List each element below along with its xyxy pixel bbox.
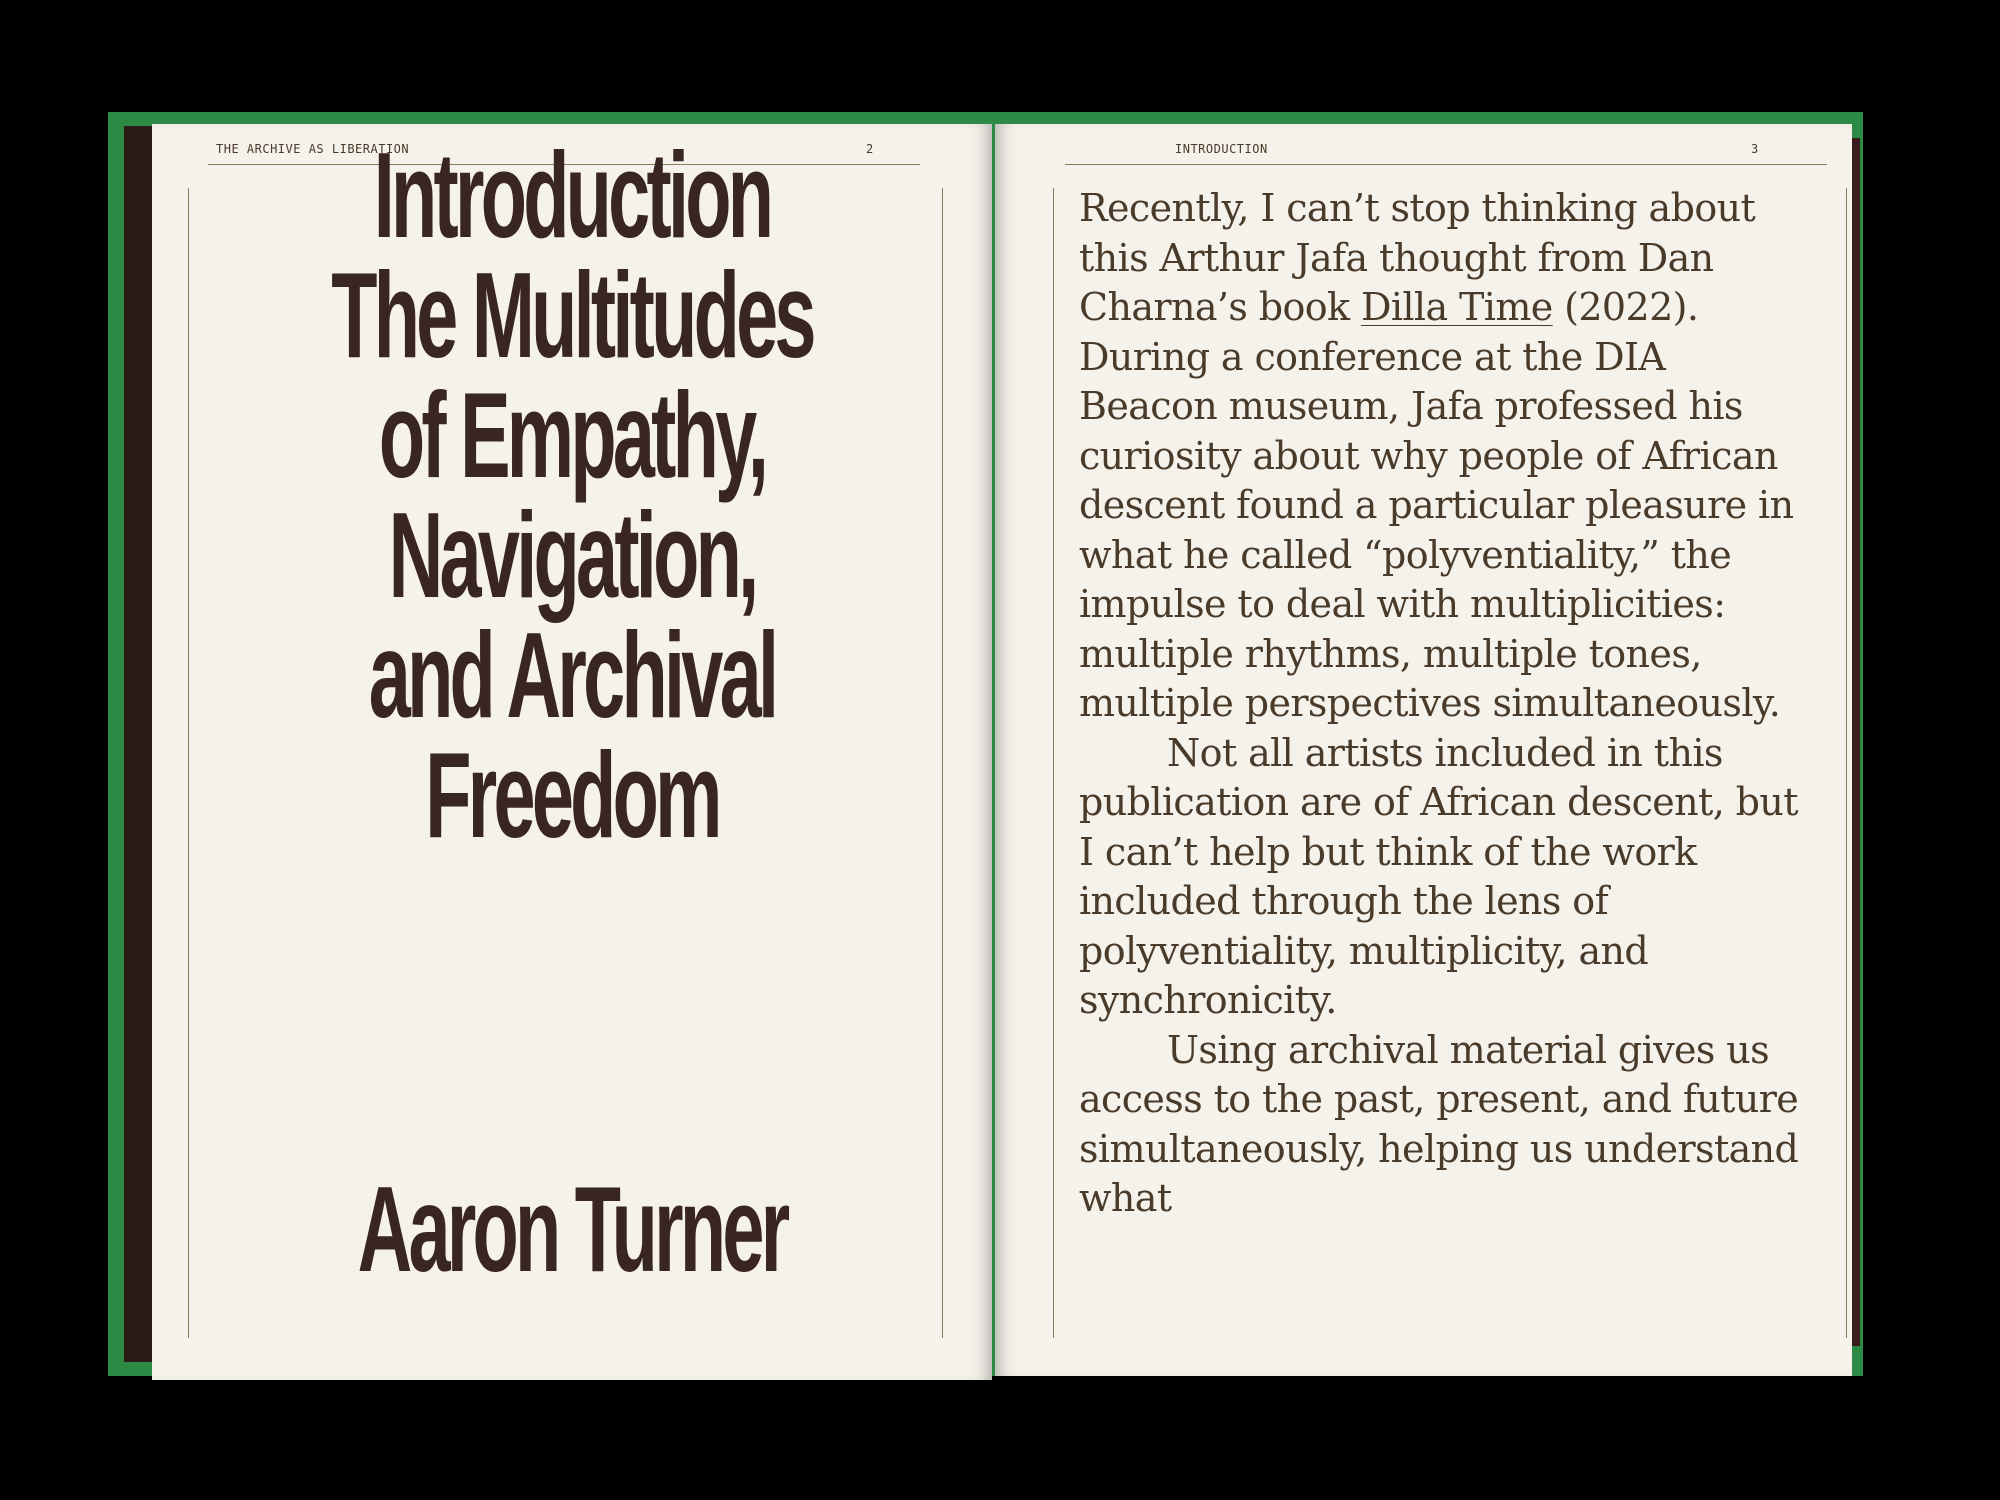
title-line: Introduction [373,127,771,263]
book-title-underlined: Dilla Time [1360,285,1553,329]
title-line: The Multitudes [331,247,813,383]
right-page [995,124,1852,1376]
body-text [1079,184,1799,1224]
chapter-title [152,127,992,863]
inner-endpaper-edge [124,126,154,1362]
left-folio: 2 [866,142,874,156]
right-folio: 3 [1751,142,1759,156]
right-left-margin-rule [1053,188,1054,1338]
title-line: Navigation, [388,487,756,623]
author-name: Aaron Turner [357,1161,787,1297]
left-page [152,124,992,1380]
title-line: Freedom [425,727,719,863]
paragraph: Using archival material gives us access to the past, present, and future simultaneously, helping us understand what [1079,1027,1799,1220]
right-running-head: INTRODUCTION [1175,142,1268,156]
left-running-head: THE ARCHIVE AS LIBERATION [216,142,410,156]
title-line: of Empathy, [378,367,766,503]
right-right-margin-rule [1846,188,1847,1338]
paragraph: Not all artists included in this publication are of African descent, but I can’t help but think of the work included through the lens of polyventiality, multiplicity, and synchronicity. [1079,730,1798,1022]
paragraph [1079,184,1799,729]
paragraph-text: Recently, I can’t stop thinking about this Arthur Jafa thought from Dan Charna’s book [1079,186,1756,329]
paragraph-text: (2022). During a conference at the DIA Beacon museum, Jafa professed his curiosity about why people of African descent found a particular pleasure in what he called “polyventiality,” the impulse to deal with multiplicities: multiple rhythms, multiple tones, multiple perspectives simultaneously. [1079,285,1794,725]
title-line: and Archival [368,607,776,743]
right-header-rule [1065,164,1827,165]
